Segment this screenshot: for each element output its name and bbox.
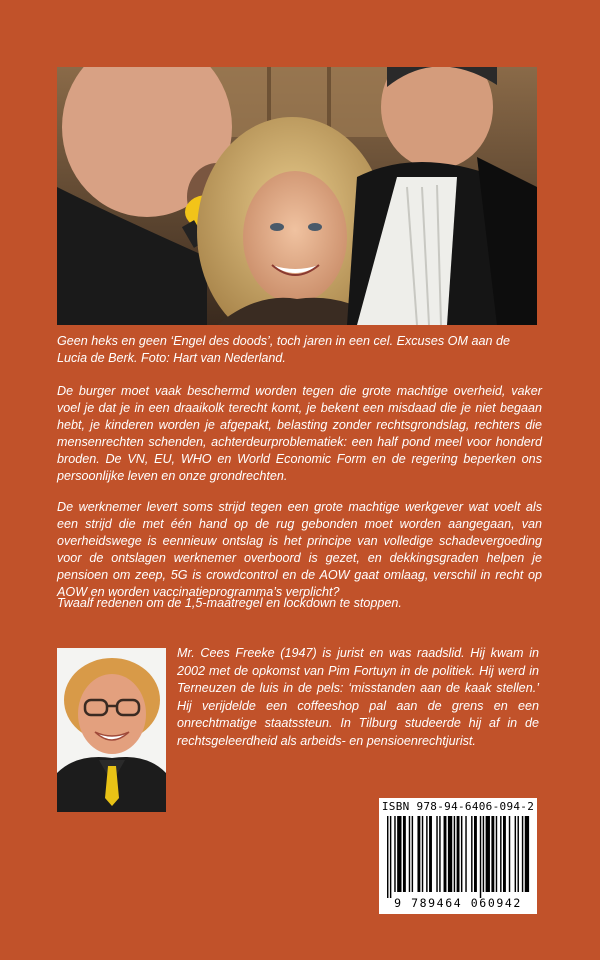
barcode-bar bbox=[444, 816, 447, 892]
barcode-bar bbox=[474, 816, 477, 892]
intro-paragraph-2-tail: Twaalf redenen om de 1,5-maatregel en lockdown te stoppen. bbox=[57, 596, 402, 610]
author-bio: Mr. Cees Freeke (1947) is jurist en was raadslid. Hij kwam in 2002 met de opkomst van Pim Fortuyn in de politiek. Hij werd in Terneuzen de luis in de pels: ‘misstanden aan de kaak stellen.’ Hij verijdelde een coffeeshop pal aan de grens en een onrechtmatige staatssteun. In Tilburg studeerde hij af in de rechtsgeleerdheid als arbeids- en pensioenrechtjurist. bbox=[177, 646, 539, 748]
barcode-bar bbox=[471, 816, 472, 892]
barcode-bar bbox=[525, 816, 529, 892]
courtroom-photo bbox=[57, 67, 537, 325]
barcode-bar bbox=[412, 816, 413, 892]
barcode-bar bbox=[448, 816, 452, 892]
barcode-bar bbox=[403, 816, 406, 892]
barcode-bar bbox=[483, 816, 484, 892]
barcode-bar bbox=[461, 816, 462, 892]
barcode-bar bbox=[457, 816, 460, 892]
barcode-bar bbox=[491, 816, 494, 892]
barcode-bar bbox=[486, 816, 490, 892]
author-portrait bbox=[57, 648, 166, 812]
barcode-bar bbox=[518, 816, 519, 892]
barcode-icon bbox=[385, 816, 531, 898]
barcode-bar bbox=[397, 816, 401, 892]
barcode-bar bbox=[496, 816, 497, 892]
barcode-bar bbox=[394, 816, 395, 892]
barcode-bar bbox=[387, 816, 388, 898]
barcode-bar bbox=[503, 816, 506, 892]
barcode-bar bbox=[429, 816, 432, 892]
barcode-bar bbox=[409, 816, 410, 892]
barcode-bar bbox=[465, 816, 466, 892]
barcode-bar bbox=[500, 816, 501, 892]
barcode-bar bbox=[426, 816, 427, 892]
barcode-bar bbox=[515, 816, 516, 892]
barcode-bar bbox=[509, 816, 510, 892]
barcode-bar bbox=[439, 816, 440, 892]
intro-paragraph-2: De werknemer levert soms strijd tegen een grote machtige werkgever wat voelt als een strijd die met één hand op de rug gebonden moet worden aangegaan, van overheidswege is eennieuw ontslag is het principe van volledige schadevergoeding voor de ontslagen werknemer overboord is gezet, en dekkingsgraden helpen je pensioen om zeep, 5G is crowdcontrol en de AOW gaat omlaag, verschil in recht op AOW en worden vaccinatieprogramma’s verplicht? bbox=[57, 500, 542, 599]
isbn-barcode bbox=[379, 798, 537, 914]
isbn-label: ISBN 978-94-6406-094-2 bbox=[381, 800, 535, 813]
barcode-bar bbox=[480, 816, 481, 898]
barcode-bar bbox=[417, 816, 420, 892]
photo-caption: Geen heks en geen ‘Engel des doods’, toch jaren in een cel. Excuses OM aan de Lucia de Berk. Foto: Hart van Nederland. bbox=[57, 334, 510, 365]
ean-digits: 9 789464 060942 bbox=[394, 896, 522, 910]
barcode-bar bbox=[422, 816, 423, 892]
barcode-bar bbox=[436, 816, 437, 892]
author-portrait-icon bbox=[57, 648, 166, 812]
courtroom-photo-icon bbox=[57, 67, 537, 325]
barcode-bar bbox=[390, 816, 391, 898]
barcode-bar bbox=[522, 816, 523, 892]
intro-paragraph-1: De burger moet vaak beschermd worden tegen die grote machtige overheid, vaker voel je dat je in een draaikolk terecht komt, je bekent een misdaad die je niet begaan hebt, je kinderen worden je afgepakt, belasting zonder rechtsgrondslag, rechters die mensenrechten schenden, achterdeurproblematiek: een half pond meel voor honderd broden. De VN, EU, WHO en World Economic Form en de regering beperken ons persoonlijke leven en onze grondrechten. bbox=[57, 384, 542, 483]
barcode-bar bbox=[454, 816, 455, 892]
